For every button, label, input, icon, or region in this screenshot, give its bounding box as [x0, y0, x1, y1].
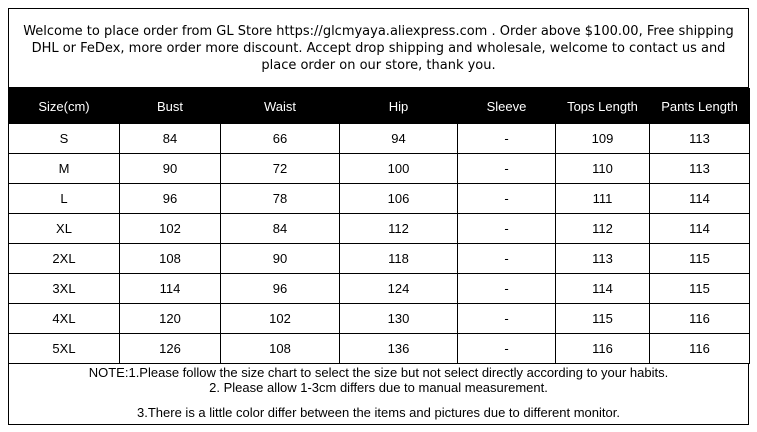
- table-cell: 115: [650, 244, 750, 274]
- table-cell: 78: [221, 184, 340, 214]
- table-cell: 124: [340, 274, 458, 304]
- table-row: [9, 304, 750, 334]
- column-header: Waist: [221, 89, 340, 124]
- table-cell: 109: [556, 124, 650, 154]
- table-cell: 94: [340, 124, 458, 154]
- table-cell: 66: [221, 124, 340, 154]
- table-cell: 120: [120, 304, 221, 334]
- table-cell: 130: [340, 304, 458, 334]
- table-cell: 106: [340, 184, 458, 214]
- column-header: Pants Length: [650, 89, 750, 124]
- table-cell: 112: [556, 214, 650, 244]
- table-row: [9, 244, 750, 274]
- table-cell: 102: [120, 214, 221, 244]
- column-header: Bust: [120, 89, 221, 124]
- column-header: Sleeve: [458, 89, 556, 124]
- table-cell: -: [458, 214, 556, 244]
- table-cell: 113: [650, 124, 750, 154]
- store-welcome-text: Welcome to place order from GL Store https://glcmyaya.aliexpress.com . Order above $100.00, Free shipping DHL or FeDex, more order more discount. Accept drop shipping and wholesale, welcome to contact us and place order on our store, thank you.: [23, 23, 734, 73]
- column-header: Tops Length: [556, 89, 650, 124]
- table-cell: 136: [340, 334, 458, 364]
- table-cell: 90: [120, 154, 221, 184]
- size-chart-body: [9, 124, 750, 364]
- table-cell: 116: [650, 304, 750, 334]
- table-cell: 96: [221, 274, 340, 304]
- note-line-1: NOTE:1.Please follow the size chart to select the size but not select directly according to your habits.: [88, 365, 669, 380]
- table-cell: 96: [120, 184, 221, 214]
- note-line-2: 2. Please allow 1-3cm differs due to manual measurement.: [209, 380, 548, 395]
- table-cell: -: [458, 154, 556, 184]
- table-cell: L: [9, 184, 120, 214]
- size-chart-table: [8, 88, 750, 364]
- table-cell: 116: [650, 334, 750, 364]
- table-cell: 112: [340, 214, 458, 244]
- table-cell: 2XL: [9, 244, 120, 274]
- table-cell: 84: [221, 214, 340, 244]
- table-cell: 126: [120, 334, 221, 364]
- table-row: [9, 274, 750, 304]
- table-cell: 72: [221, 154, 340, 184]
- table-cell: 3XL: [9, 274, 120, 304]
- table-cell: 108: [120, 244, 221, 274]
- table-cell: 115: [556, 304, 650, 334]
- table-cell: 100: [340, 154, 458, 184]
- size-chart-notes: [8, 363, 749, 425]
- table-cell: -: [458, 334, 556, 364]
- table-cell: 108: [221, 334, 340, 364]
- column-header: Hip: [340, 89, 458, 124]
- note-line-3: 3.There is a little color differ between the items and pictures due to different monitor.: [137, 405, 620, 420]
- table-cell: 114: [650, 214, 750, 244]
- table-cell: -: [458, 274, 556, 304]
- table-cell: -: [458, 124, 556, 154]
- table-cell: -: [458, 244, 556, 274]
- table-cell: 115: [650, 274, 750, 304]
- table-cell: 4XL: [9, 304, 120, 334]
- table-cell: -: [458, 304, 556, 334]
- table-row: [9, 334, 750, 364]
- table-cell: 118: [340, 244, 458, 274]
- table-cell: M: [9, 154, 120, 184]
- table-cell: 102: [221, 304, 340, 334]
- table-cell: 5XL: [9, 334, 120, 364]
- table-cell: 116: [556, 334, 650, 364]
- table-cell: 113: [650, 154, 750, 184]
- table-row: [9, 184, 750, 214]
- table-cell: 111: [556, 184, 650, 214]
- size-chart-header-row: [9, 89, 750, 124]
- table-cell: 114: [556, 274, 650, 304]
- table-cell: 114: [650, 184, 750, 214]
- table-row: [9, 214, 750, 244]
- table-cell: 113: [556, 244, 650, 274]
- store-welcome-banner: [8, 8, 749, 88]
- table-cell: S: [9, 124, 120, 154]
- table-cell: 90: [221, 244, 340, 274]
- table-row: [9, 124, 750, 154]
- table-cell: 84: [120, 124, 221, 154]
- table-row: [9, 154, 750, 184]
- table-cell: XL: [9, 214, 120, 244]
- table-cell: 114: [120, 274, 221, 304]
- table-cell: -: [458, 184, 556, 214]
- column-header: Size(cm): [9, 89, 120, 124]
- table-cell: 110: [556, 154, 650, 184]
